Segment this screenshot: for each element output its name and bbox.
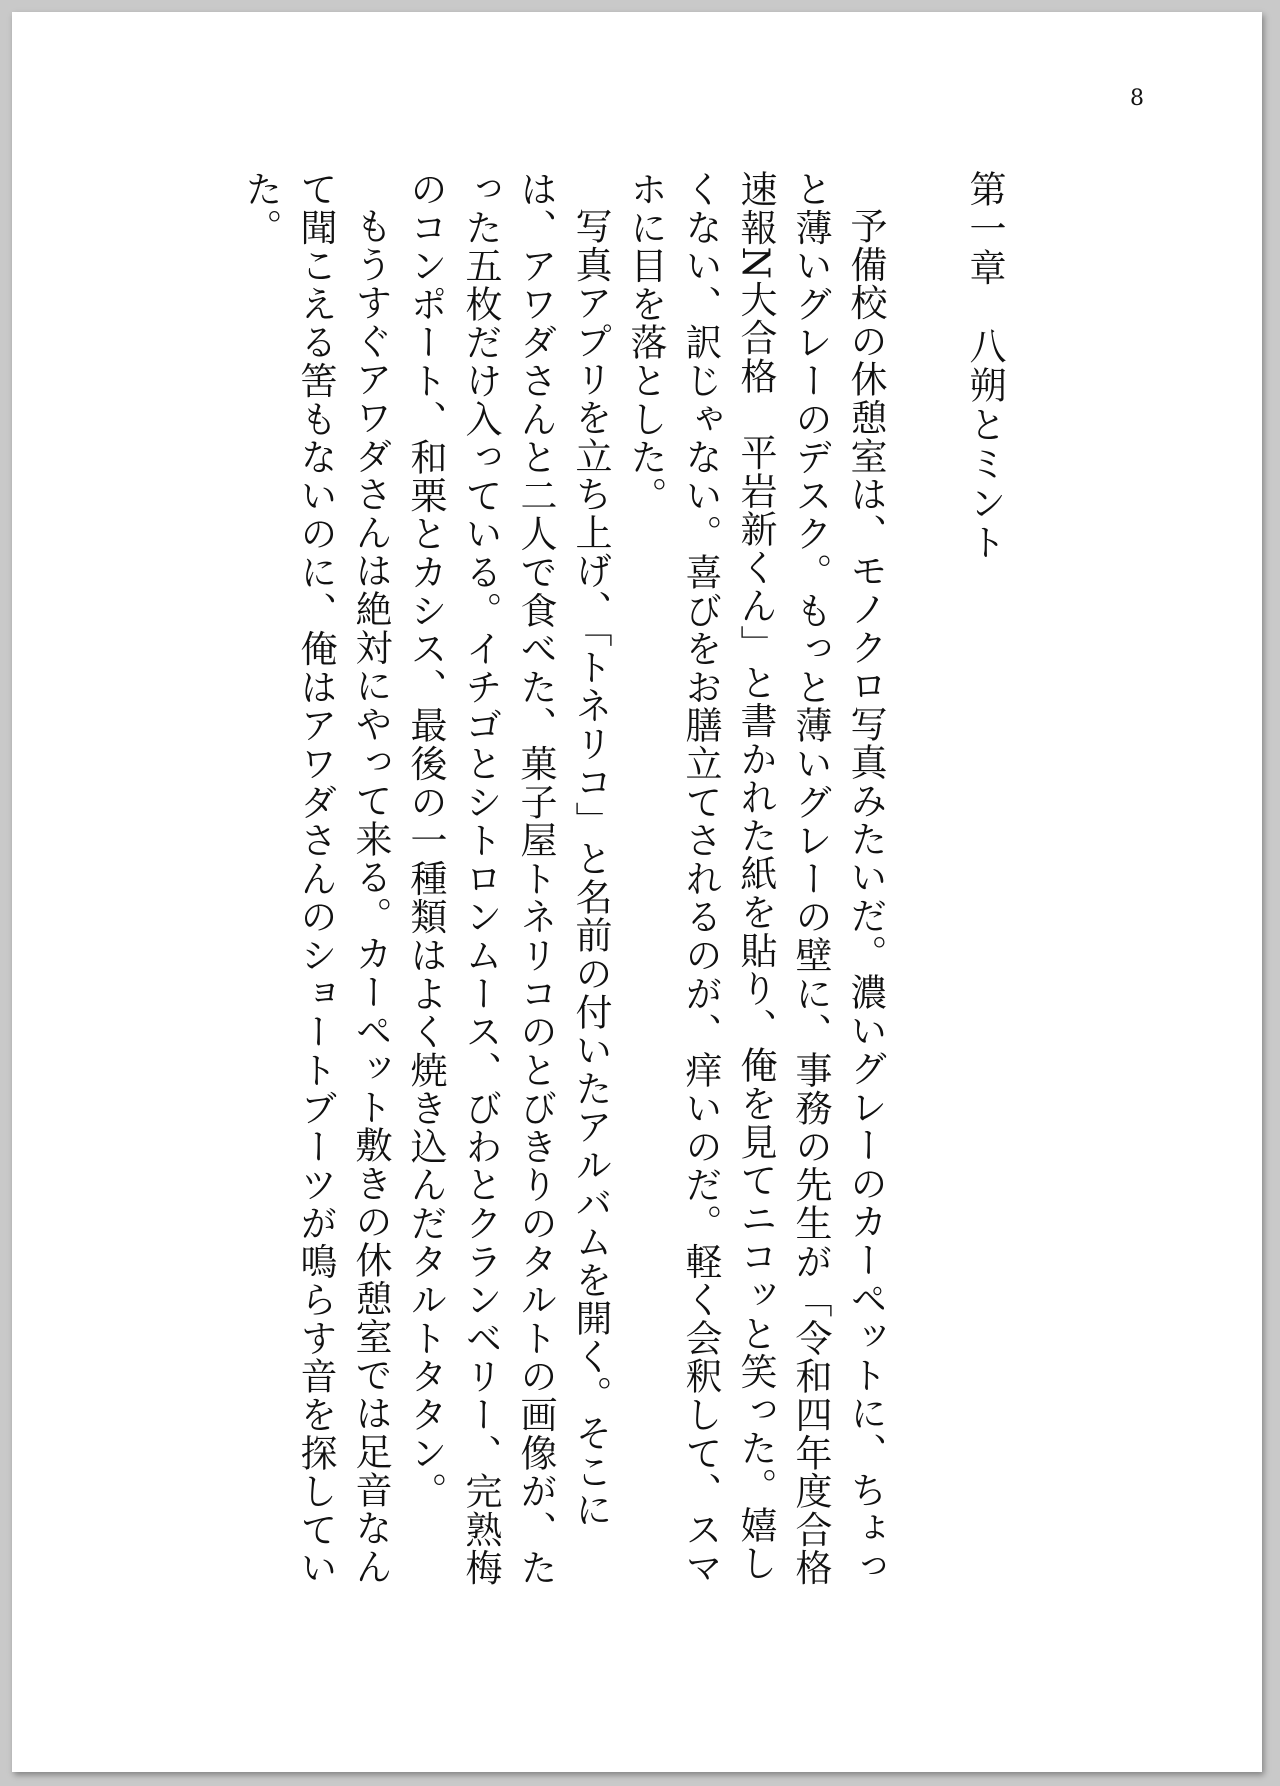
chapter-title: 第一章 八朔とミント — [963, 170, 1006, 563]
paragraph-2: 写真アプリを立ち上げ、「トネリコ」と名前の付いたアルバムを開く。そこには、アワダさんと二人で食べた、菓子屋トネリコのとびきりのタルトの画像が、たった五枚だけ入っている。イチゴとシトロンムース、びわとクランベリー、完熟梅のコンポート、和栗とカシス、最後の一種類はよく焼き込んだタルトタタン。 — [404, 170, 612, 1587]
book-page — [12, 12, 1262, 1772]
paragraph-3: もうすぐアワダさんは絶対にやって来る。カーペット敷きの休憩室では足音なんて聞こえる筈もないのに、俺はアワダさんのショートブーツが鳴らす音を探していた。 — [239, 170, 392, 1587]
page-number: 8 — [1130, 86, 1144, 111]
paragraph-1: 予備校の休憩室は、モノクロ写真みたいだ。濃いグレーのカーペットに、ちょっと薄いグレーのデスク。もっと薄いグレーの壁に、事務の先生が「令和四年度合格速報N大合格 平岩新くん」と書かれた紙を貼り、俺を見てニコッと笑った。嬉しくない、訳じゃない。喜びをお膳立てされるのが、痒いのだ。軽く会釈して、スマホに目を落とした。 — [624, 170, 887, 1587]
vertical-text-body — [233, 170, 1012, 1590]
